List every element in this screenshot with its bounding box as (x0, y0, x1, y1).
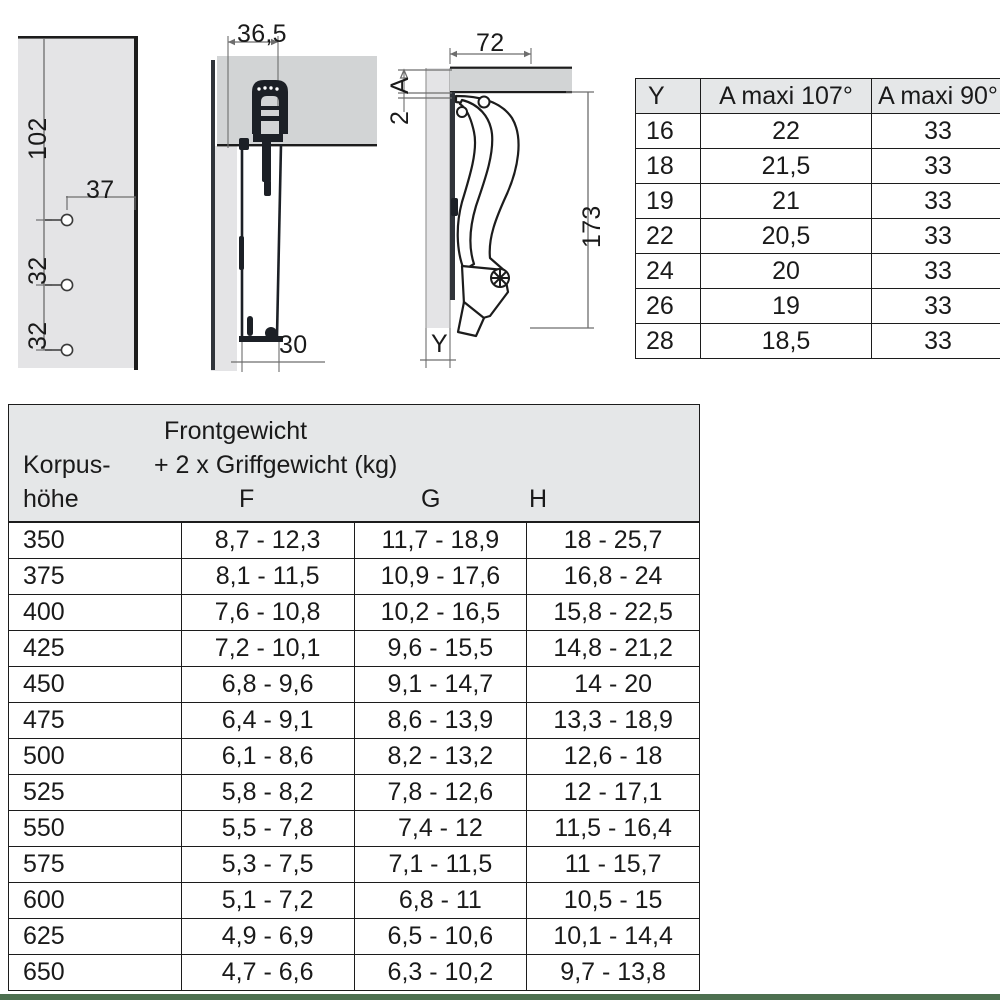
cell-g: 9,6 - 15,5 (354, 631, 527, 667)
cell-f: 6,4 - 9,1 (181, 703, 354, 739)
y-amaxi-table (635, 78, 1000, 359)
dim-label-30: 30 (279, 331, 308, 359)
table-header-block (9, 405, 700, 523)
col-header-h: H (529, 485, 548, 513)
table-row (636, 114, 1000, 149)
cell-a90: 33 (872, 184, 1000, 219)
table-row (9, 811, 700, 847)
lift-mechanism-section-drawing (195, 20, 395, 380)
cell-f: 5,3 - 7,5 (181, 847, 354, 883)
cell-g: 7,4 - 12 (354, 811, 527, 847)
cell-f: 6,8 - 9,6 (181, 667, 354, 703)
dim-label-72: 72 (476, 29, 505, 57)
table-row (636, 254, 1000, 289)
cell-a90: 33 (872, 289, 1000, 324)
cell-f: 5,5 - 7,8 (181, 811, 354, 847)
cell-y: 26 (636, 289, 701, 324)
table-row (9, 955, 700, 991)
cell-korpushoehe: 525 (9, 775, 182, 811)
header-korpus-line2: höhe (23, 485, 79, 513)
cell-f: 4,7 - 6,6 (181, 955, 354, 991)
cell-h: 12,6 - 18 (527, 739, 700, 775)
cell-a107: 21 (701, 184, 872, 219)
cell-a107: 22 (701, 114, 872, 149)
cell-y: 16 (636, 114, 701, 149)
col-header-g: G (421, 485, 441, 513)
cell-korpushoehe: 475 (9, 703, 182, 739)
table-row (9, 739, 700, 775)
header-frontgewicht: Frontgewicht (164, 417, 308, 445)
cell-f: 6,1 - 8,6 (181, 739, 354, 775)
col-header-a90: A maxi 90° (872, 79, 1000, 114)
cell-h: 16,8 - 24 (527, 559, 700, 595)
table-header-row (636, 79, 1000, 114)
cell-korpushoehe: 500 (9, 739, 182, 775)
dim-label-37: 37 (86, 176, 115, 204)
dim-label-36-5: 36,5 (237, 20, 287, 48)
cell-f: 8,7 - 12,3 (181, 522, 354, 559)
cell-h: 11,5 - 16,4 (527, 811, 700, 847)
cell-y: 22 (636, 219, 701, 254)
cell-h: 10,5 - 15 (527, 883, 700, 919)
cell-g: 6,3 - 10,2 (354, 955, 527, 991)
table-row (9, 919, 700, 955)
cell-a90: 33 (872, 324, 1000, 359)
col-header-y: Y (636, 79, 701, 114)
cell-g: 10,2 - 16,5 (354, 595, 527, 631)
col-header-f: F (239, 485, 255, 513)
cell-h: 14,8 - 21,2 (527, 631, 700, 667)
cell-korpushoehe: 450 (9, 667, 182, 703)
cell-g: 9,1 - 14,7 (354, 667, 527, 703)
table-row (9, 883, 700, 919)
cell-g: 10,9 - 17,6 (354, 559, 527, 595)
table-row (9, 522, 700, 559)
cell-h: 9,7 - 13,8 (527, 955, 700, 991)
lift-arm-side-drawing (380, 20, 625, 380)
table-row (9, 775, 700, 811)
cell-h: 14 - 20 (527, 667, 700, 703)
header-korpus-line1: Korpus- (23, 451, 111, 479)
cell-korpushoehe: 350 (9, 522, 182, 559)
cell-y: 18 (636, 149, 701, 184)
cell-a107: 20,5 (701, 219, 872, 254)
table-row (9, 703, 700, 739)
dim-label-Y: Y (431, 330, 448, 358)
cell-g: 11,7 - 18,9 (354, 522, 527, 559)
table-row (636, 149, 1000, 184)
table-row (9, 631, 700, 667)
cell-h: 18 - 25,7 (527, 522, 700, 559)
cell-f: 7,2 - 10,1 (181, 631, 354, 667)
cell-korpushoehe: 600 (9, 883, 182, 919)
page-footer-strip (0, 994, 1000, 1000)
table-row (9, 847, 700, 883)
dim-label-A: A (386, 77, 414, 94)
table-row (9, 595, 700, 631)
cell-a90: 33 (872, 114, 1000, 149)
cell-h: 12 - 17,1 (527, 775, 700, 811)
table-row (636, 219, 1000, 254)
cell-h: 10,1 - 14,4 (527, 919, 700, 955)
cell-korpushoehe: 375 (9, 559, 182, 595)
dim-label-2: 2 (386, 110, 414, 125)
cell-g: 6,5 - 10,6 (354, 919, 527, 955)
cell-korpushoehe: 400 (9, 595, 182, 631)
cell-a107: 20 (701, 254, 872, 289)
cell-korpushoehe: 575 (9, 847, 182, 883)
col-header-a107: A maxi 107° (701, 79, 872, 114)
cell-f: 5,8 - 8,2 (181, 775, 354, 811)
cell-g: 7,1 - 11,5 (354, 847, 527, 883)
cell-h: 11 - 15,7 (527, 847, 700, 883)
cell-korpushoehe: 425 (9, 631, 182, 667)
header-layout (9, 405, 699, 521)
cell-a90: 33 (872, 254, 1000, 289)
cell-a107: 18,5 (701, 324, 872, 359)
cell-f: 8,1 - 11,5 (181, 559, 354, 595)
cell-g: 8,2 - 13,2 (354, 739, 527, 775)
cell-h: 15,8 - 22,5 (527, 595, 700, 631)
table-row (636, 324, 1000, 359)
cell-a107: 19 (701, 289, 872, 324)
cell-h: 13,3 - 18,9 (527, 703, 700, 739)
cell-y: 28 (636, 324, 701, 359)
cell-korpushoehe: 650 (9, 955, 182, 991)
cell-f: 7,6 - 10,8 (181, 595, 354, 631)
dim-label-32-upper: 32 (24, 256, 52, 285)
cell-a90: 33 (872, 219, 1000, 254)
cell-g: 8,6 - 13,9 (354, 703, 527, 739)
table-row (9, 667, 700, 703)
cell-g: 6,8 - 11 (354, 883, 527, 919)
dim-label-173: 173 (578, 205, 606, 248)
dim-label-32-lower: 32 (24, 321, 52, 350)
cell-g: 7,8 - 12,6 (354, 775, 527, 811)
header-griffgewicht: + 2 x Griffgewicht (kg) (154, 451, 398, 479)
table-row (636, 289, 1000, 324)
table-header-row (9, 405, 700, 523)
table-row (9, 559, 700, 595)
cell-korpushoehe: 625 (9, 919, 182, 955)
cell-korpushoehe: 550 (9, 811, 182, 847)
table-row (636, 184, 1000, 219)
cell-a107: 21,5 (701, 149, 872, 184)
cell-a90: 33 (872, 149, 1000, 184)
cell-f: 4,9 - 6,9 (181, 919, 354, 955)
cell-y: 24 (636, 254, 701, 289)
cell-y: 19 (636, 184, 701, 219)
cell-f: 5,1 - 7,2 (181, 883, 354, 919)
dim-label-102: 102 (24, 117, 52, 160)
korpushoehe-frontgewicht-table (8, 404, 700, 991)
